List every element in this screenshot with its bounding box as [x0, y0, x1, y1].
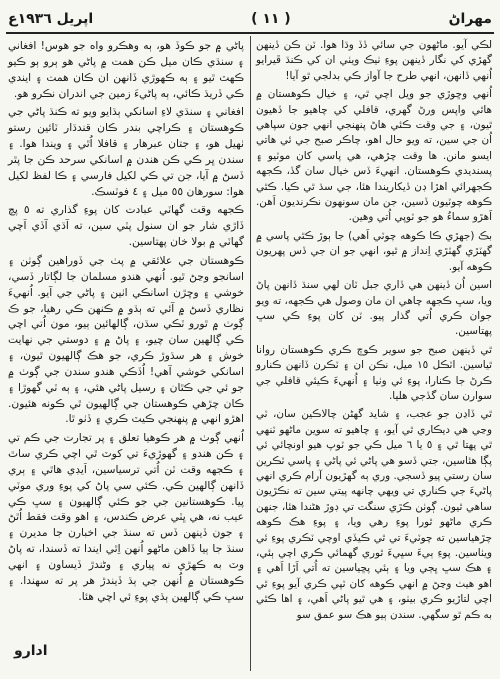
- header-rule: [6, 32, 494, 34]
- paragraph: اُنهي وڇوڙي جو ويل اچي ٿي، ۽ خيال ڪوهستان ۾ هاٿي واپس ورڻ گهري، قافلي کي چاهيو جا ڏهيون ٿيون، ۽ جي وقت ڪئي هاڻ پنهنجي انهي جون سپاهي اُن جي سين، ته ويو حال اهو، چاڪر صبح جي ئي هاتي ايسو مانن. ها وقت چڙهي، هي پاسي کان موٽيو ۽ پسنديدي ڪوهستان. انهيءَ ڏس خيال سان گڏ، ڪجهه ڪجهرائي اهڙا ڊن ڏيکاريندا هئا، جي سڌ ٿي ڪيا. ڪٿي ڪوهه چوٽيون ڏسين، جن مان سونهون نڪرنديون اَهن. اَهڙو سماءُ هو جو ٽوپي اُتي وهين.: [256, 88, 492, 224]
- page-header: [8, 6, 492, 32]
- paragraph: اُنهي ڳوٺ ۾ هر ڪوهيا تعلق ۽ پر تجارت جي ڪم تي ۽ ڪن هندو ۽ گهوڙيءَ تي کوٽ ٿي اچي ڪري ساٿ ۽ ڪجهه وقت ٽن اُتي ترسياسين، اَيڊي هاٿي ۽ ٻري ڏانهن ڳالهين ڪي. ڪئي سي پاڻ کي پوءِ وري موٽي پيا. ڪوهستانين جي جو ڪئي ڳالهيون ۽ سڀ ڪي عيب نه، هي ڀٽي عرض ڪندس، ۽ اهو وقت فقط اُٿڻ ۽ جون ڏينهن ڏس ته سنڌ جي اخبارن جا مديرن ۽ سنڌ جا ٻيا ڏاهن ماڻهو اُنهن اِٿي ايندا ته ڏسندا، ته پاڻ وٽ به ڪهڙي نه پياري ۽ وڻندڙ ڏيساون ۽ انهي ڪوهستان ۾ اُنهن جي ٻڌ ڏيندڙ هر پر ته سهندا. ۽ سڀ ڪي ڳالهين ٻڌي پوءِ ئي اچي هئا.: [8, 431, 244, 603]
- journal-name: مهراڻ: [448, 11, 492, 27]
- paragraph: بڪ (جهڙي ڪا ڪوهه چوٽي اَهي) جا ٻوڙ ڪٿي پاسي ۾ گهٽڙي گهٽڙي اِنداز ۾ ٿيو، انهي جو ان جي ڏس پهريون ڪوهه آيو.: [256, 229, 492, 273]
- paragraph: اسين اُن ڏينهن هي ڏاري جبل ٽان لهي سنڌ ڏانهن پاڻ ويا، سڀ ڪجهه چاهي ان مان وصول هي ڪجهه، ته ويو جوان ڪري اُتي گذار پيو. ٽن کان پوءِ ڪي سڀ پهتاسين.: [256, 279, 492, 338]
- signature: ادارو: [14, 643, 48, 659]
- paragraph: ٿي ڏاڍن جو عجب، ۽ شايد گهڻن چالاڪين سان، ٽي وڃي هي ديڪاري ٿي آيو، ۽ چاهيو ته سوين ماڻهو ٽنهي ٿي پهتا ٿي ۽ ٥ يا ٦ ميل ڪي جو ٽوپ هيو اونچائي ئي پڳا هئاسين، جتي ڏسو هي پاڻي ئي پاڻي ۽ پاسي ٽڪرين سان رستي پيو ڏسجي. وري ٻه گهڙيون آرام ڪري انهي پاڻيءَ جي ڪناري تي ويهي چانهه پيتي سين ته نڪڙيون ساهي ٿيون. ڳوٺن ڪڙي سنگت تي ڊوڙ هڻندا هئا، جنهن ڪري ماڻهو ٿورا پوءِ رهي ويا، ۽ پوءِ هڪ ڪوهه چڙهياسين ته چوٽيءَ تي ٿي ڪيڏي اوچي ٽڪري پوءِ ئي ويٺاسين. پوءِ ٻيءَ سڀيءَ ٿوري گهمائي ڪري اچي ٻئي، ۽ هڪ سڀ ڀڄي ويا ۽ ٻئي پڇياسين ته اُتي اَڙا اَهي ۽ اهو هيٺ وڃڻ ۾ انهي ڪوهه کان ٽپي ڪري آيو پوءِ ٿي اچي لتاڙيو ڪري بيٺو، ۽ هي ٿيو پاڻي اَهي، ۽ اها ڪٿي به ڪم ٿو سگهي. سندن ٻيو هڪ سو عمق سو: [256, 408, 493, 621]
- left-column: [8, 38, 244, 608]
- paragraph: لڪي آيو. ماڻهون جي سائي ڏڏ وڌا هوا. ٽن ڪن ڏينهن گهڙي کي نگار ڏينهن پوءِ ٺيڪ ويٺي ان کي ڪنڌ ڦيرايو اُنهي ڏانهن، انهي طرح جا آواز ڪي بدلجي ٿو آيا!: [256, 39, 492, 82]
- right-column: [256, 38, 492, 626]
- paragraph: ڪوهستان جي علائقي ۾ پٺ جي ڏوراهين ڳوٺن ۽ اسانجو وڃڻ ٿيو. اُنهي هندو مسلمان جا لڳاتار ڏسي، خوشي ۽ وڇڙن اسانڪي اٺين ۽ پاڻي جي آيو. اُنهيءَ نظاري ڏسڻ ۾ آئي ته ٻڌو ۾ ڪنهن ڪي رهيا، جو ڪ ڳوٺ ۾ ٿورو ٽڪي سڌن، ڳالهائين ٻيو، مون اُتي اچي ڪي ڳالهين سان چيو، ۽ پاڻ ۾ ۽ دوستي جي نهايت خوش ۽ هر سڌوڙ ڪري، جو هڪ ڳالهيون ٿيون، ۽ اسانکي خوشي آهي! اُڏڪي هندو سندن جي ڳوٺ ۾ جو ئي جي ڪٿان ۽ رسيل پاڻي هئي، ۽ ٻه ٽي گهوڙا ۽ ڪان چڙهي ڪوهستان جي ڳالهيون ٿي ڪونه هئيون. اهڙو انهي ۾ پنهنجي ڪيٽ ڪري ۽ ڏٺو ٿا.: [8, 253, 244, 426]
- paragraph: ڪجهه وقت گهاٽي عبادت کان پوءِ گذاري ته ٥ پچ ڏاڙي شار جو ان سنول پٽي سين، ته آڌي آڏي اَچي گهاٽي ۾ بولا خان پهتاسين.: [8, 203, 244, 249]
- issue-date: اپريل ١٩٣٦ع: [8, 11, 94, 27]
- column-divider: [250, 36, 251, 671]
- paragraph: افغاني ۽ سنڌي لاءِ اسانکي ٻڌايو ويو ته ڪنڌ پاڻي جي ڪوهستان ۽ ڪراچي بندر ڪان قندڌار ٽائين رستو ٺهيل هو، ۽ جتان عبرهار ۽ قافلا اُٿي ۽ ويندا هوا. ۽ سندن ڀر ڪي ڪن هندن ۾ اسانکي سرحد ڪن جا پٿر ڏسڻ ۾ آيا، جن تي ڪي لکيل فارسي ۽ ڪا لفظ لکيل هوا: سورهان ٥٥ ميل ۽ ٤ فوٽسڪ.: [8, 105, 244, 198]
- page-number: ( ١١ ): [251, 11, 291, 27]
- paragraph: پاڻي ۾ جو ڪوڏ هو، ٻه وهڪرو واه جو هوس! افغاني ۽ سنڌي ڪان ميل ڪن همت ۾ پاڻي هو ٻرو ٻو ڪيو ڪهٽ ٿيو ۽ ٻه ڪهوڙي ڏانهن ان ڪان همت ۽ ايندي ڪي ڏريڌ ڪائي، ٻه پاڻيءَ زمين جي اندران نڪرو هو.: [8, 39, 244, 100]
- paragraph: ٿي ڏينهن صبح جو سوير ڪوچ ڪري ڪوهستان روانا ٿياسين. اٽڪل ١٥ ميل، نڪن ان ۽ ٽڪرن ڏانهن ڪنارو ڪرڻ جا ڪنارا، پوءِ ئي وٺيا ۽ اُنهيءَ ڪيئي قافلي جي سوارن سان گڏجي هليا.: [256, 343, 492, 402]
